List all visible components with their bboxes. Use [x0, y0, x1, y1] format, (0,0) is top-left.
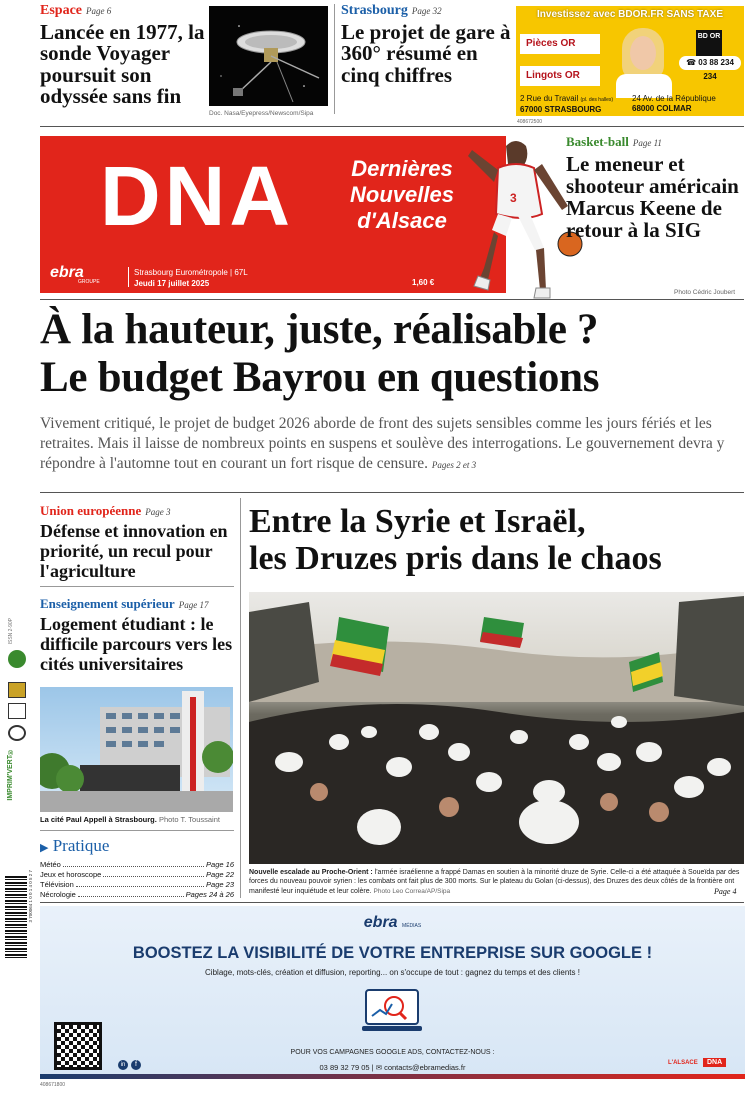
ebra-logo: ebra GROUPE: [50, 264, 100, 285]
bdor-logo: BD OR: [696, 30, 722, 56]
promo-subtitle: Ciblage, mots-clés, création et diffusion, reporting... on s'occupe de tout : gagnez du temps et des clients !: [205, 968, 580, 977]
bdor-ref: 408672500: [517, 119, 543, 125]
dna-logo: DNA: [100, 149, 294, 243]
basket-credit: Photo Cédric Joubert: [674, 289, 736, 296]
syria-caption: Nouvelle escalade au Proche-Orient : l'armée israélienne a frappé Damas en soutien à la minorité druze de Syrie. Celle-ci a été attaquée à Soueïda par des forces du nouveau pouvoir syrien : les combats ont fait plus de 300 morts. Sur le plateau du Golan (ci-dessus), des Druzes des deux côtés de la frontière ont manifesté leur inquiétude et leur colère. Photo Leo Correa/AP/Sipa: [249, 869, 740, 895]
paper-label-icon: [8, 703, 26, 719]
issn-code: ISSN 2-90P: [8, 618, 14, 645]
pratique-item[interactable]: Jeux et horoscope Page 22: [40, 870, 234, 879]
ebra-medias-logo: ebra MÉDIAS: [363, 914, 422, 931]
promo-email: contacts@ebramedias.fr: [384, 1063, 466, 1072]
pratique-list: [40, 860, 234, 900]
promo-phone: 03 89 32 79 05: [319, 1063, 370, 1072]
left-photo-caption: La cité Paul Appell à Strasbourg. Photo T. Toussaint: [40, 815, 220, 824]
recycle-icon: [8, 650, 26, 668]
pratique-title: ▶ Pratique: [40, 836, 110, 855]
print-label-icon: [8, 682, 26, 698]
pratique-box[interactable]: [40, 836, 234, 900]
cite-paul-appell-photo: [40, 687, 233, 812]
dna-small-logo: DNA: [703, 1058, 726, 1067]
bdor-title: Investissez avec BDOR.FR SANS TAXE: [537, 9, 723, 20]
barcode: [5, 876, 27, 958]
strasbourg-headline: Le projet de gare à 360° résumé en cinq chiffres: [341, 20, 511, 87]
promo-contact-label: POUR VOS CAMPAGNES GOOGLE ADS, CONTACTEZ-NOUS :: [290, 1049, 495, 1056]
linkedin-icon[interactable]: in: [118, 1060, 128, 1070]
promo-ref: 408671800: [40, 1082, 66, 1088]
edition-info: Strasbourg Eurométropole | 67L Jeudi 17 juillet 2025: [134, 268, 248, 288]
promo-title: BOOSTEZ LA VISIBILITÉ DE VOTRE ENTREPRISE SUR GOOGLE !: [132, 944, 653, 962]
strasbourg-kicker: Strasbourg Page 32: [341, 3, 442, 18]
lead-pages: Pages 2 et 3: [431, 460, 477, 470]
lalsace-logo: L'ALSACE: [668, 1060, 698, 1066]
bdor-phone[interactable]: ☎ 03 88 234 234: [679, 56, 741, 70]
promo-contact-info[interactable]: 03 89 32 79 05 | ✉ contacts@ebramedias.fr: [319, 1063, 466, 1072]
voyager-photo: [209, 6, 328, 106]
basket-kicker: Basket-ball Page 11: [566, 134, 662, 149]
druze-protest-photo: [249, 592, 744, 864]
triangle-icon: ▶: [40, 842, 49, 854]
espace-credit: Doc. Nasa/Eyepress/Newscom/Sipa: [209, 110, 314, 117]
lead-body: Vivement critiqué, le projet de budget 2026 aborde de front des sujets sensibles comme les jours fériés et les retraites. Mais il laisse de nombreux points en suspens et soulève des interrogations. Le gouvernement devra y répondre à l'automne tout en courant un fort risque de censure. Pages 2 et 3: [40, 415, 725, 472]
basket-headline: Le meneur et shooteur américain Marcus Keene de retour à la SIG: [566, 152, 739, 243]
masthead-subtitle: Dernières Nouvelles d'Alsace: [350, 156, 454, 233]
lead-title: À la hauteur, juste, réalisable ? Le budget Bayrou en questions: [40, 306, 600, 401]
syria-page: Page 4: [714, 887, 737, 896]
imprim-vert-logo: IMPRIM'VERT®: [7, 748, 14, 801]
syria-title[interactable]: Entre la Syrie et Israël, les Druzes pris dans le chaos: [249, 503, 662, 577]
masthead[interactable]: [40, 136, 506, 293]
ue-kicker: Union européenne Page 3: [40, 503, 171, 518]
mail-icon: ✉: [375, 1063, 382, 1072]
barcode-number: 3 700064 1 0 0 1 4 0 5 2 7: [28, 870, 33, 923]
laptop-chart-icon: [360, 986, 424, 1040]
bdor-ad[interactable]: [516, 6, 744, 116]
google-ads-promo[interactable]: [40, 906, 745, 1079]
ue-teaser[interactable]: [40, 503, 234, 581]
phone-icon: ☎: [686, 58, 697, 67]
pratique-item[interactable]: Télévision Page 23: [40, 880, 234, 889]
espace-headline: Lancée en 1977, la sonde Voyager poursuit son odyssée sans fin: [40, 20, 205, 109]
basket-teaser[interactable]: [566, 134, 744, 241]
strasbourg-teaser[interactable]: [341, 3, 511, 86]
ue-headline: Défense et innovation en priorité, un recul pour l'agriculture: [40, 521, 228, 581]
sup-kicker: Enseignement supérieur Page 17: [40, 596, 209, 611]
triman-icon: [8, 725, 26, 741]
bdor-model-photo: [608, 26, 678, 96]
espace-teaser[interactable]: [40, 3, 205, 108]
lead-story[interactable]: [40, 306, 746, 475]
bdor-address-strasbourg: 2 Rue du Travail (pl. des halles) 67000 STRASBOURG: [520, 94, 614, 114]
pratique-item[interactable]: Météo Page 16: [40, 860, 234, 869]
facebook-icon[interactable]: f: [131, 1060, 141, 1070]
bdor-coins-button[interactable]: Pièces OR: [520, 34, 600, 54]
bdor-bars-button[interactable]: Lingots OR: [520, 66, 600, 86]
pratique-item[interactable]: Nécrologie Pages 24 à 26: [40, 890, 234, 899]
jersey-number: 3: [510, 191, 517, 205]
sup-teaser[interactable]: [40, 596, 234, 674]
sup-headline: Logement étudiant : le difficile parcours vers les cités universitaires: [40, 614, 233, 674]
price: 1,60 €: [412, 278, 435, 287]
espace-kicker: Espace Page 6: [40, 3, 112, 18]
bdor-address-colmar: 24 Av. de la République 68000 COLMAR: [632, 94, 716, 113]
